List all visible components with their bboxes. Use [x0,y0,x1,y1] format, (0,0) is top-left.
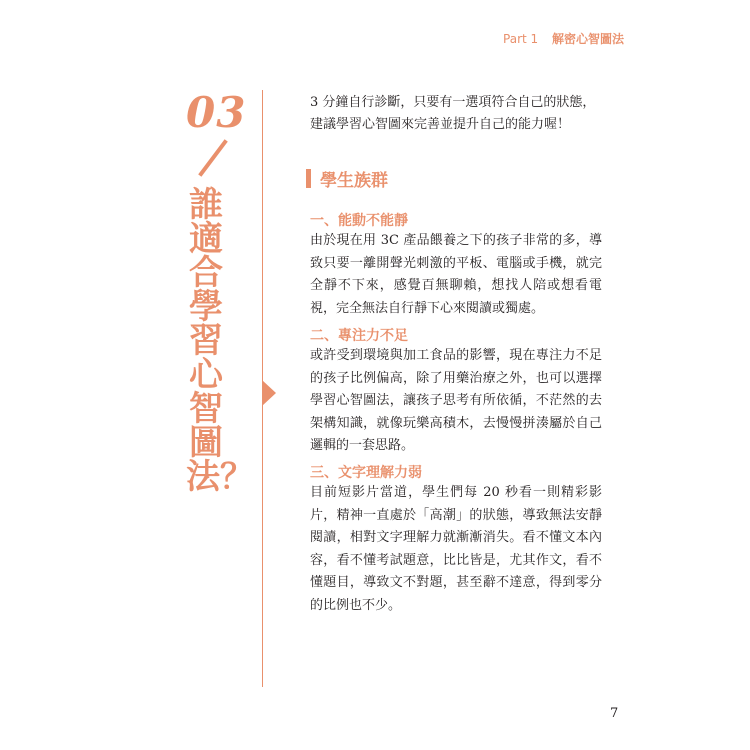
section-title: 學生族群 [320,171,388,191]
pointer-triangle-icon [262,380,276,406]
section-heading [306,166,388,191]
running-header [503,30,624,47]
header-chapter-title: 解密心智圖法 [551,32,624,46]
item-title-3: 三、文字理解力弱 [310,465,422,481]
item-title-1: 一、能動不能靜 [310,213,408,229]
item-title-2: 二、專注力不足 [310,328,408,344]
item-text-1: 由於現在用 3C 產品餵養之下的孩子非常的多，導致只要一離開聲光刺激的平板、電腦或手機，就完全靜不下來，感覺百無聊賴，想找人陪或想看電視，完全無法自行靜下心來閱讀或獨處。 [310,233,602,316]
intro-text: 3 分鐘自行診斷，只要有一選項符合自己的狀態，建議學習心智圖來完善並提升自己的能力喔！ [310,95,596,132]
item-text-3: 目前短影片當道，學生們每 20 秒看一則精彩影片，精神一直處於「高潮」的狀態，導致無法安靜閱讀，相對文字理解力就漸漸消失。看不懂文本內容，看不懂考試題意，比比皆是，尤其作文，看不懂題目，導致文不對題，甚至辭不達意，得到零分的比例也不少。 [310,485,602,613]
chapter-number: 03 [186,88,247,137]
header-part-label: Part 1 [503,32,539,46]
section-marker [306,169,311,188]
page-number: 7 [610,706,619,721]
vertical-chapter-title: 誰適合學習心智圖法？ [186,185,254,497]
item-text-2: 或許受到環境與加工食品的影響，現在專注力不足的孩子比例偏高，除了用藥治療之外，也可以選擇學習心智圖法，讓孩子思考有所依循，不茫然的去架構知識，就像玩樂高積木，去慢慢拼湊屬於自己邏輯的一套思路。 [310,348,602,453]
slash-divider [193,138,233,178]
